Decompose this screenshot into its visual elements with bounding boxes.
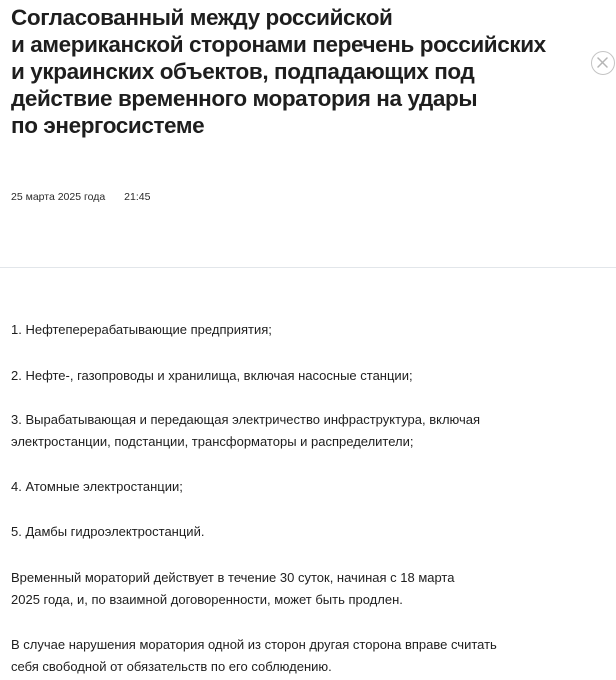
paragraph-line: себя свободной от обязательств по его соблюдению. [11,659,332,674]
title-line: и американской сторонами перечень российских [11,32,546,57]
list-item [11,319,551,341]
article-title [11,4,571,139]
title-line: и украинских объектов, подпадающих под [11,59,475,84]
list-item-text: 2. Нефте-, газопроводы и хранилища, включая насосные станции; [11,368,413,383]
article-meta [11,191,150,204]
list-item-text: 5. Дамбы гидроэлектростанций. [11,524,205,539]
list-item-text: 3. Вырабатывающая и передающая электричество инфраструктура, включая [11,412,481,427]
list-item-text: 1. Нефтеперерабатывающие предприятия; [11,322,272,337]
paragraph [11,634,551,678]
title-line: действие временного моратория на удары [11,86,478,111]
publish-time: 21:45 [124,191,151,203]
list-item-text: электростанции, подстанции, трансформаторы и распределители; [11,434,414,449]
title-line: по энергосистеме [11,113,205,138]
title-line: Согласованный между российской [11,5,393,30]
publish-date: 25 марта 2025 года [11,191,106,203]
divider [0,267,616,268]
list-item [11,365,551,387]
paragraph-line: Временный мораторий действует в течение 30 суток, начиная с 18 марта [11,570,455,585]
paragraph-line: В случае нарушения моратория одной из сторон другая сторона вправе считать [11,637,497,652]
list-item-text: 4. Атомные электростанции; [11,479,183,494]
paragraph [11,567,551,611]
list-item [11,521,551,543]
list-item [11,476,551,498]
close-icon [597,57,608,68]
close-button[interactable] [591,51,615,75]
list-item [11,409,551,453]
paragraph-line: 2025 года, и, по взаимной договоренности, может быть продлен. [11,592,403,607]
